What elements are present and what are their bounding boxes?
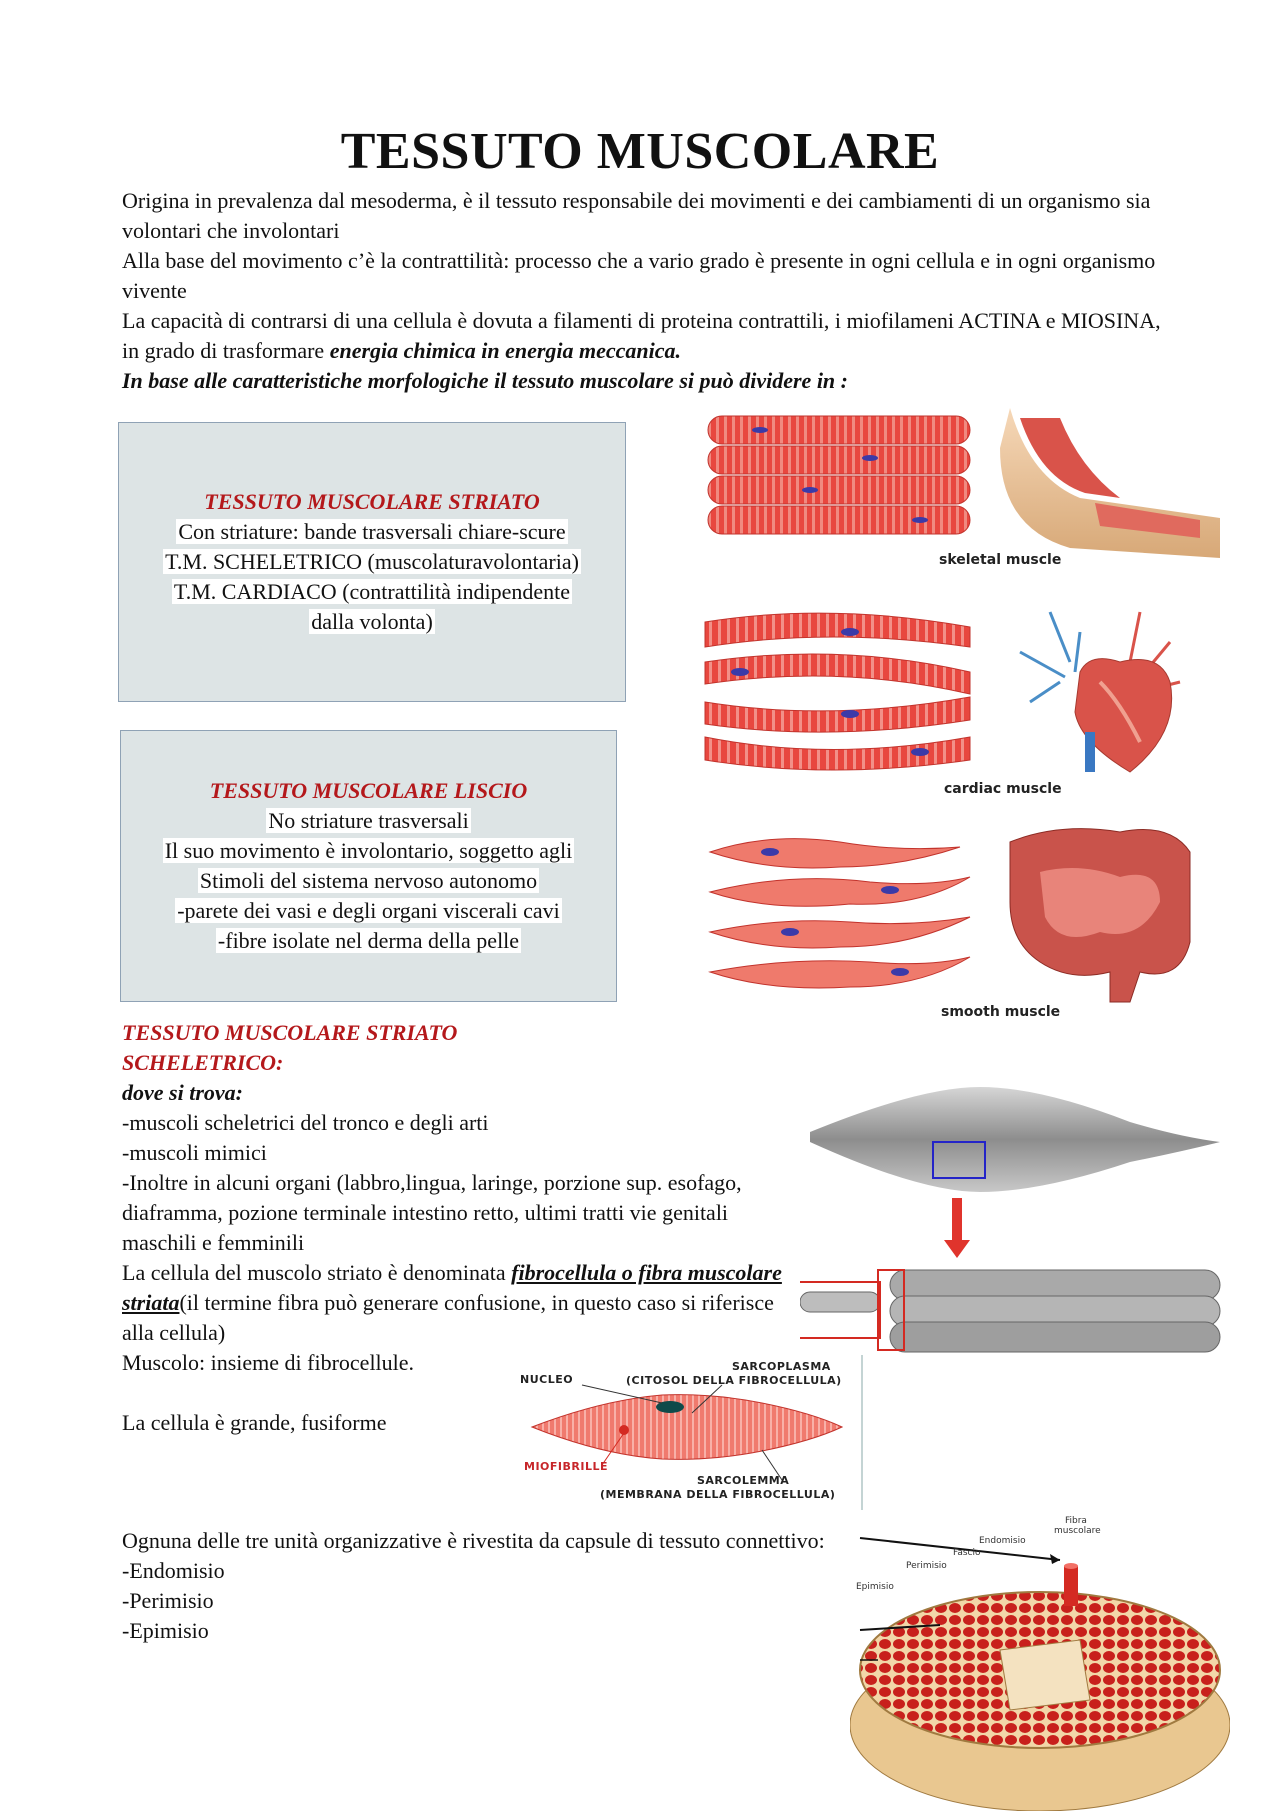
text-run: La cellula del muscolo striato è denominata	[122, 1260, 512, 1285]
list-item: -muscoli mimici	[122, 1140, 267, 1165]
muscle-cross-section-diagram	[850, 1530, 1230, 1811]
muscolo-definition: Muscolo: insieme di fibrocellule.	[122, 1350, 415, 1375]
box-line: -fibre isolate nel derma della pelle	[217, 928, 520, 953]
box-line: T.M. CARDIACO (contrattilità indipendente	[173, 579, 571, 604]
caption-cardiac: cardiac muscle	[944, 781, 1062, 797]
box-title: TESSUTO MUSCOLARE STRIATO	[204, 489, 540, 514]
fibrocellula-paragraph	[122, 1258, 787, 1348]
box-line: Stimoli del sistema nervoso autonomo	[199, 868, 538, 893]
intro-emphasis: energia chimica in energia meccanica.	[329, 338, 682, 363]
section-subheading: dove si trova:	[122, 1080, 243, 1105]
box-title: TESSUTO MUSCOLARE LISCIO	[209, 778, 528, 803]
label-fibra: Fibra	[1065, 1516, 1087, 1526]
list-item: -Epimisio	[122, 1618, 209, 1643]
text-run: (il termine fibra può generare confusione, in questo caso si riferisce alla cellula)	[122, 1290, 774, 1345]
caption-skeletal: skeletal muscle	[939, 552, 1062, 568]
box-line: Il suo movimento è involontario, soggetto agli	[164, 838, 573, 863]
label-nucleo: NUCLEO	[520, 1373, 574, 1386]
box-line: dalla volonta)	[311, 609, 433, 634]
label-fibra-muscolare: muscolare	[1054, 1526, 1101, 1536]
intro-paragraph: In base alle caratteristiche morfologiche il tessuto muscolare si può dividere in :	[122, 368, 848, 393]
label-fascio: Fascio	[953, 1548, 981, 1558]
box-line: No striature trasversali	[268, 808, 469, 833]
section-heading: SCHELETRICO:	[122, 1050, 284, 1075]
section-heading: TESSUTO MUSCOLARE STRIATO	[122, 1020, 458, 1045]
capsule-intro: Ognuna delle tre unità organizzative è rivestita da capsule di tessuto connettivo:	[122, 1528, 825, 1553]
box-striato	[118, 422, 626, 702]
list-item: -Perimisio	[122, 1588, 214, 1613]
box-line: Con striature: bande trasversali chiare-scure	[178, 519, 566, 544]
label-sarcoplasma: SARCOPLASMA	[732, 1360, 831, 1373]
muscle-bundle-illustration	[800, 1082, 1230, 1362]
list-item: -Endomisio	[122, 1558, 225, 1583]
label-miofibrille: MIOFIBRILLE	[524, 1460, 608, 1473]
box-line: -parete dei vasi e degli organi viscerali cavi	[177, 898, 560, 923]
intro-paragraph	[122, 306, 1162, 366]
intro-paragraph: Alla base del movimento c’è la contrattilità: processo che a vario grado è presente in ogni cellula e in ogni organismo vivente	[122, 248, 1156, 303]
cardiac-muscle-illustration	[700, 602, 1220, 782]
list-item: -Inoltre in alcuni organi (labbro,lingua, laringe, porzione sup. esofago, diaframma, pozione terminale intestino retto, ultimi tratti vie genitali maschili e femminili	[122, 1170, 742, 1255]
intro-text-run: La capacità di contrarsi di una cellula è dovuta a filamenti di proteina contrattili, i miofilameni ACTINA e MIOSINA, in grado di trasformare	[122, 308, 1161, 363]
box-line: T.M. SCHELETRICO (muscolaturavolontaria)	[165, 549, 579, 574]
label-sarcolemma: SARCOLEMMA	[697, 1474, 790, 1487]
caption-smooth: smooth muscle	[941, 1004, 1061, 1020]
box-liscio	[120, 730, 617, 1002]
label-endomisio: Endomisio	[979, 1536, 1026, 1546]
label-sarcolemma-desc: (MEMBRANA DELLA FIBROCELLULA)	[600, 1488, 836, 1501]
fibrocellula-term: fibrocellula o fibra muscolare striata	[122, 1260, 782, 1315]
label-perimisio: Perimisio	[906, 1561, 947, 1571]
smooth-muscle-illustration	[700, 822, 1220, 1012]
intro-text	[122, 186, 1162, 396]
page-title: TESSUTO MUSCOLARE	[340, 123, 940, 180]
capsule-section	[122, 1526, 842, 1646]
label-epimisio: Epimisio	[856, 1582, 894, 1592]
label-sarcoplasma-desc: (CITOSOL DELLA FIBROCELLULA)	[626, 1374, 842, 1387]
intro-paragraph: Origina in prevalenza dal mesoderma, è il tessuto responsabile dei movimenti e dei cambiamenti di un organismo sia volontari che involontari	[122, 188, 1151, 243]
cell-description: La cellula è grande, fusiforme	[122, 1410, 387, 1435]
list-item: -muscoli scheletrici del tronco e degli arti	[122, 1110, 489, 1135]
